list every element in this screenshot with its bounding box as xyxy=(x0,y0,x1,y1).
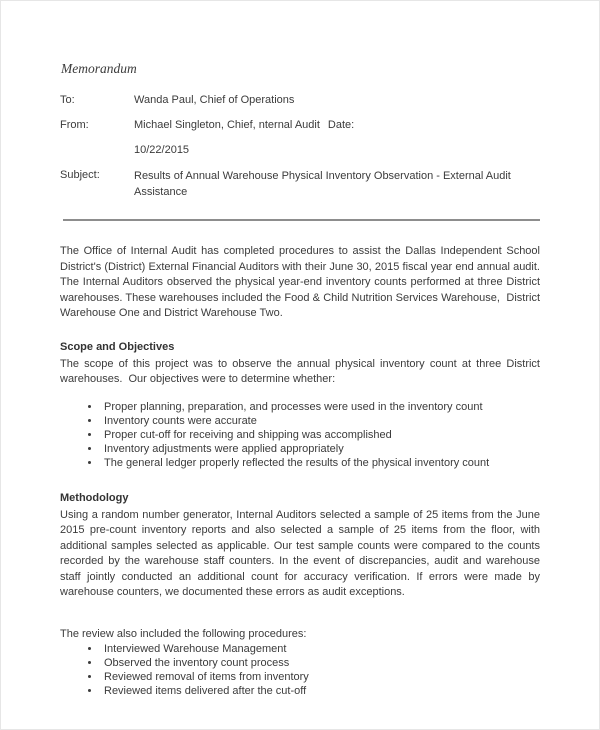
bullet-item: • Reviewed removal of items from inventory xyxy=(101,671,540,685)
review-bullet-list xyxy=(60,643,540,699)
bullet-item: • The general ledger properly reflected the results of the physical inventory count xyxy=(101,456,540,470)
scope-paragraph: The scope of this project was to observe the annual physical inventory count at three District warehouses. Our objectives were to determine whether: xyxy=(60,357,544,385)
bullet-item: • Inventory adjustments were applied appropriately xyxy=(101,442,540,456)
bullet-item: • Observed the inventory count process xyxy=(101,657,540,671)
bullet-item: • Proper cut-off for receiving and shipping was accomplished xyxy=(101,428,540,442)
bullet-item: • Interviewed Warehouse Management xyxy=(101,643,540,657)
methodology-heading: Methodology xyxy=(60,491,129,504)
from-label: From: xyxy=(60,119,89,131)
memo-from-row xyxy=(60,119,540,131)
memo-to-row xyxy=(60,94,540,106)
review-intro: The review also included the following procedures: xyxy=(60,627,307,640)
from-value: Michael Singleton, Chief, nternal Audit xyxy=(134,119,320,131)
methodology-paragraph: Using a random number generator, Internal Auditors selected a sample of 25 items from the June 2015 pre-count inventory reports and also selected a sample of 25 items from the floor, with additional samples selected as applicable. Our test sample counts were compared to the counts recorded by the warehouse staff counters. In the event of discrepancies, audit and warehouse staff jointly conducted an additional count for accuracy verification. If errors were made by warehouse counters, we documented these errors as audit exceptions. xyxy=(60,508,544,599)
scope-heading: Scope and Objectives xyxy=(60,340,175,353)
subject-label: Subject: xyxy=(60,169,100,181)
bullet-item: • Inventory counts were accurate xyxy=(101,414,540,428)
to-label: To: xyxy=(60,94,75,106)
bullet-item: • Proper planning, preparation, and processes were used in the inventory count xyxy=(101,400,540,414)
header-divider-rule xyxy=(63,219,540,221)
bullet-item: • Reviewed items delivered after the cut-off xyxy=(101,685,540,699)
memo-subject-row xyxy=(60,169,540,200)
date-label: Date: xyxy=(327,119,355,131)
intro-paragraph: The Office of Internal Audit has completed procedures to assist the Dallas Independent School District's (District) External Financial Auditors with their June 30, 2015 fiscal year end annual audit. The Internal Auditors observed the physical year-end inventory counts performed at three District warehouses. These warehouses included the Food & Child Nutrition Services Warehouse, District Warehouse One and District Warehouse Two. xyxy=(60,245,544,319)
memo-date-row xyxy=(60,144,540,156)
from-value-wrap xyxy=(134,119,540,131)
date-value: 10/22/2015 xyxy=(134,144,190,156)
memo-title: Memorandum xyxy=(61,61,137,76)
to-value: Wanda Paul, Chief of Operations xyxy=(134,94,295,106)
subject-value: Results of Annual Warehouse Physical Inventory Observation - External Audit Assistance xyxy=(134,170,511,198)
scope-bullet-list xyxy=(60,400,540,471)
